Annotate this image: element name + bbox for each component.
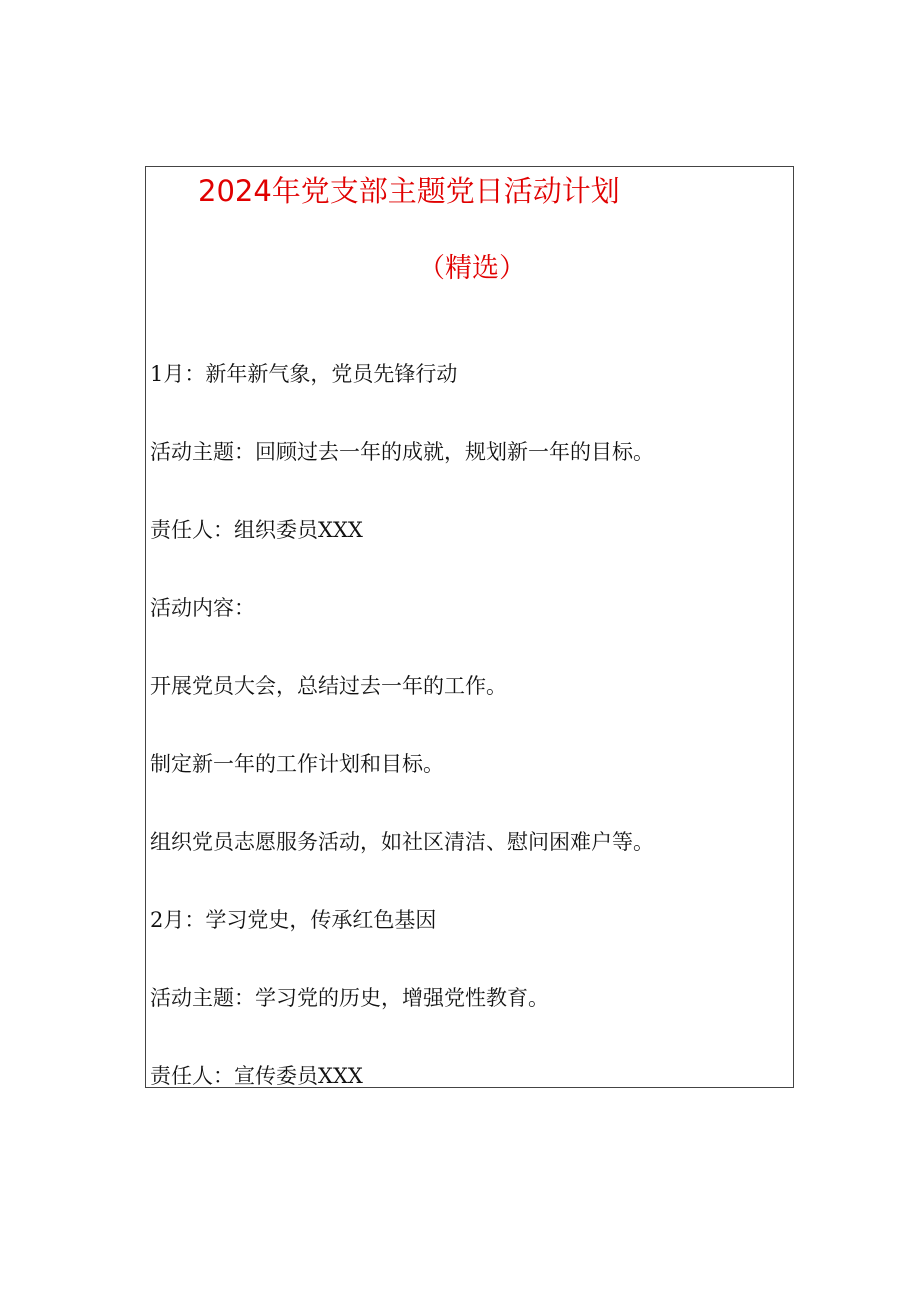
month-1-content-item-2: 制定新一年的工作计划和目标。 [150,752,444,776]
document-title: 2024年党支部主题党日活动计划 [198,174,620,208]
month-1-content-label: 活动内容： [150,596,255,620]
document-subtitle: （精选） [418,253,526,284]
month-1-content-item-3: 组织党员志愿服务活动，如社区清洁、慰问困难户等。 [150,830,654,854]
month-1-theme: 活动主题：回顾过去一年的成就，规划新一年的目标。 [150,440,654,464]
month-2-heading: 2月：学习党史，传承红色基因 [150,908,437,932]
month-2-responsible: 责任人：宣传委员XXX [150,1064,363,1088]
month-1-heading: 1月：新年新气象，党员先锋行动 [150,362,458,386]
month-1-content-item-1: 开展党员大会，总结过去一年的工作。 [150,674,507,698]
month-1-responsible: 责任人：组织委员XXX [150,518,363,542]
document-frame [145,166,794,1088]
month-2-theme: 活动主题：学习党的历史，增强党性教育。 [150,986,549,1010]
